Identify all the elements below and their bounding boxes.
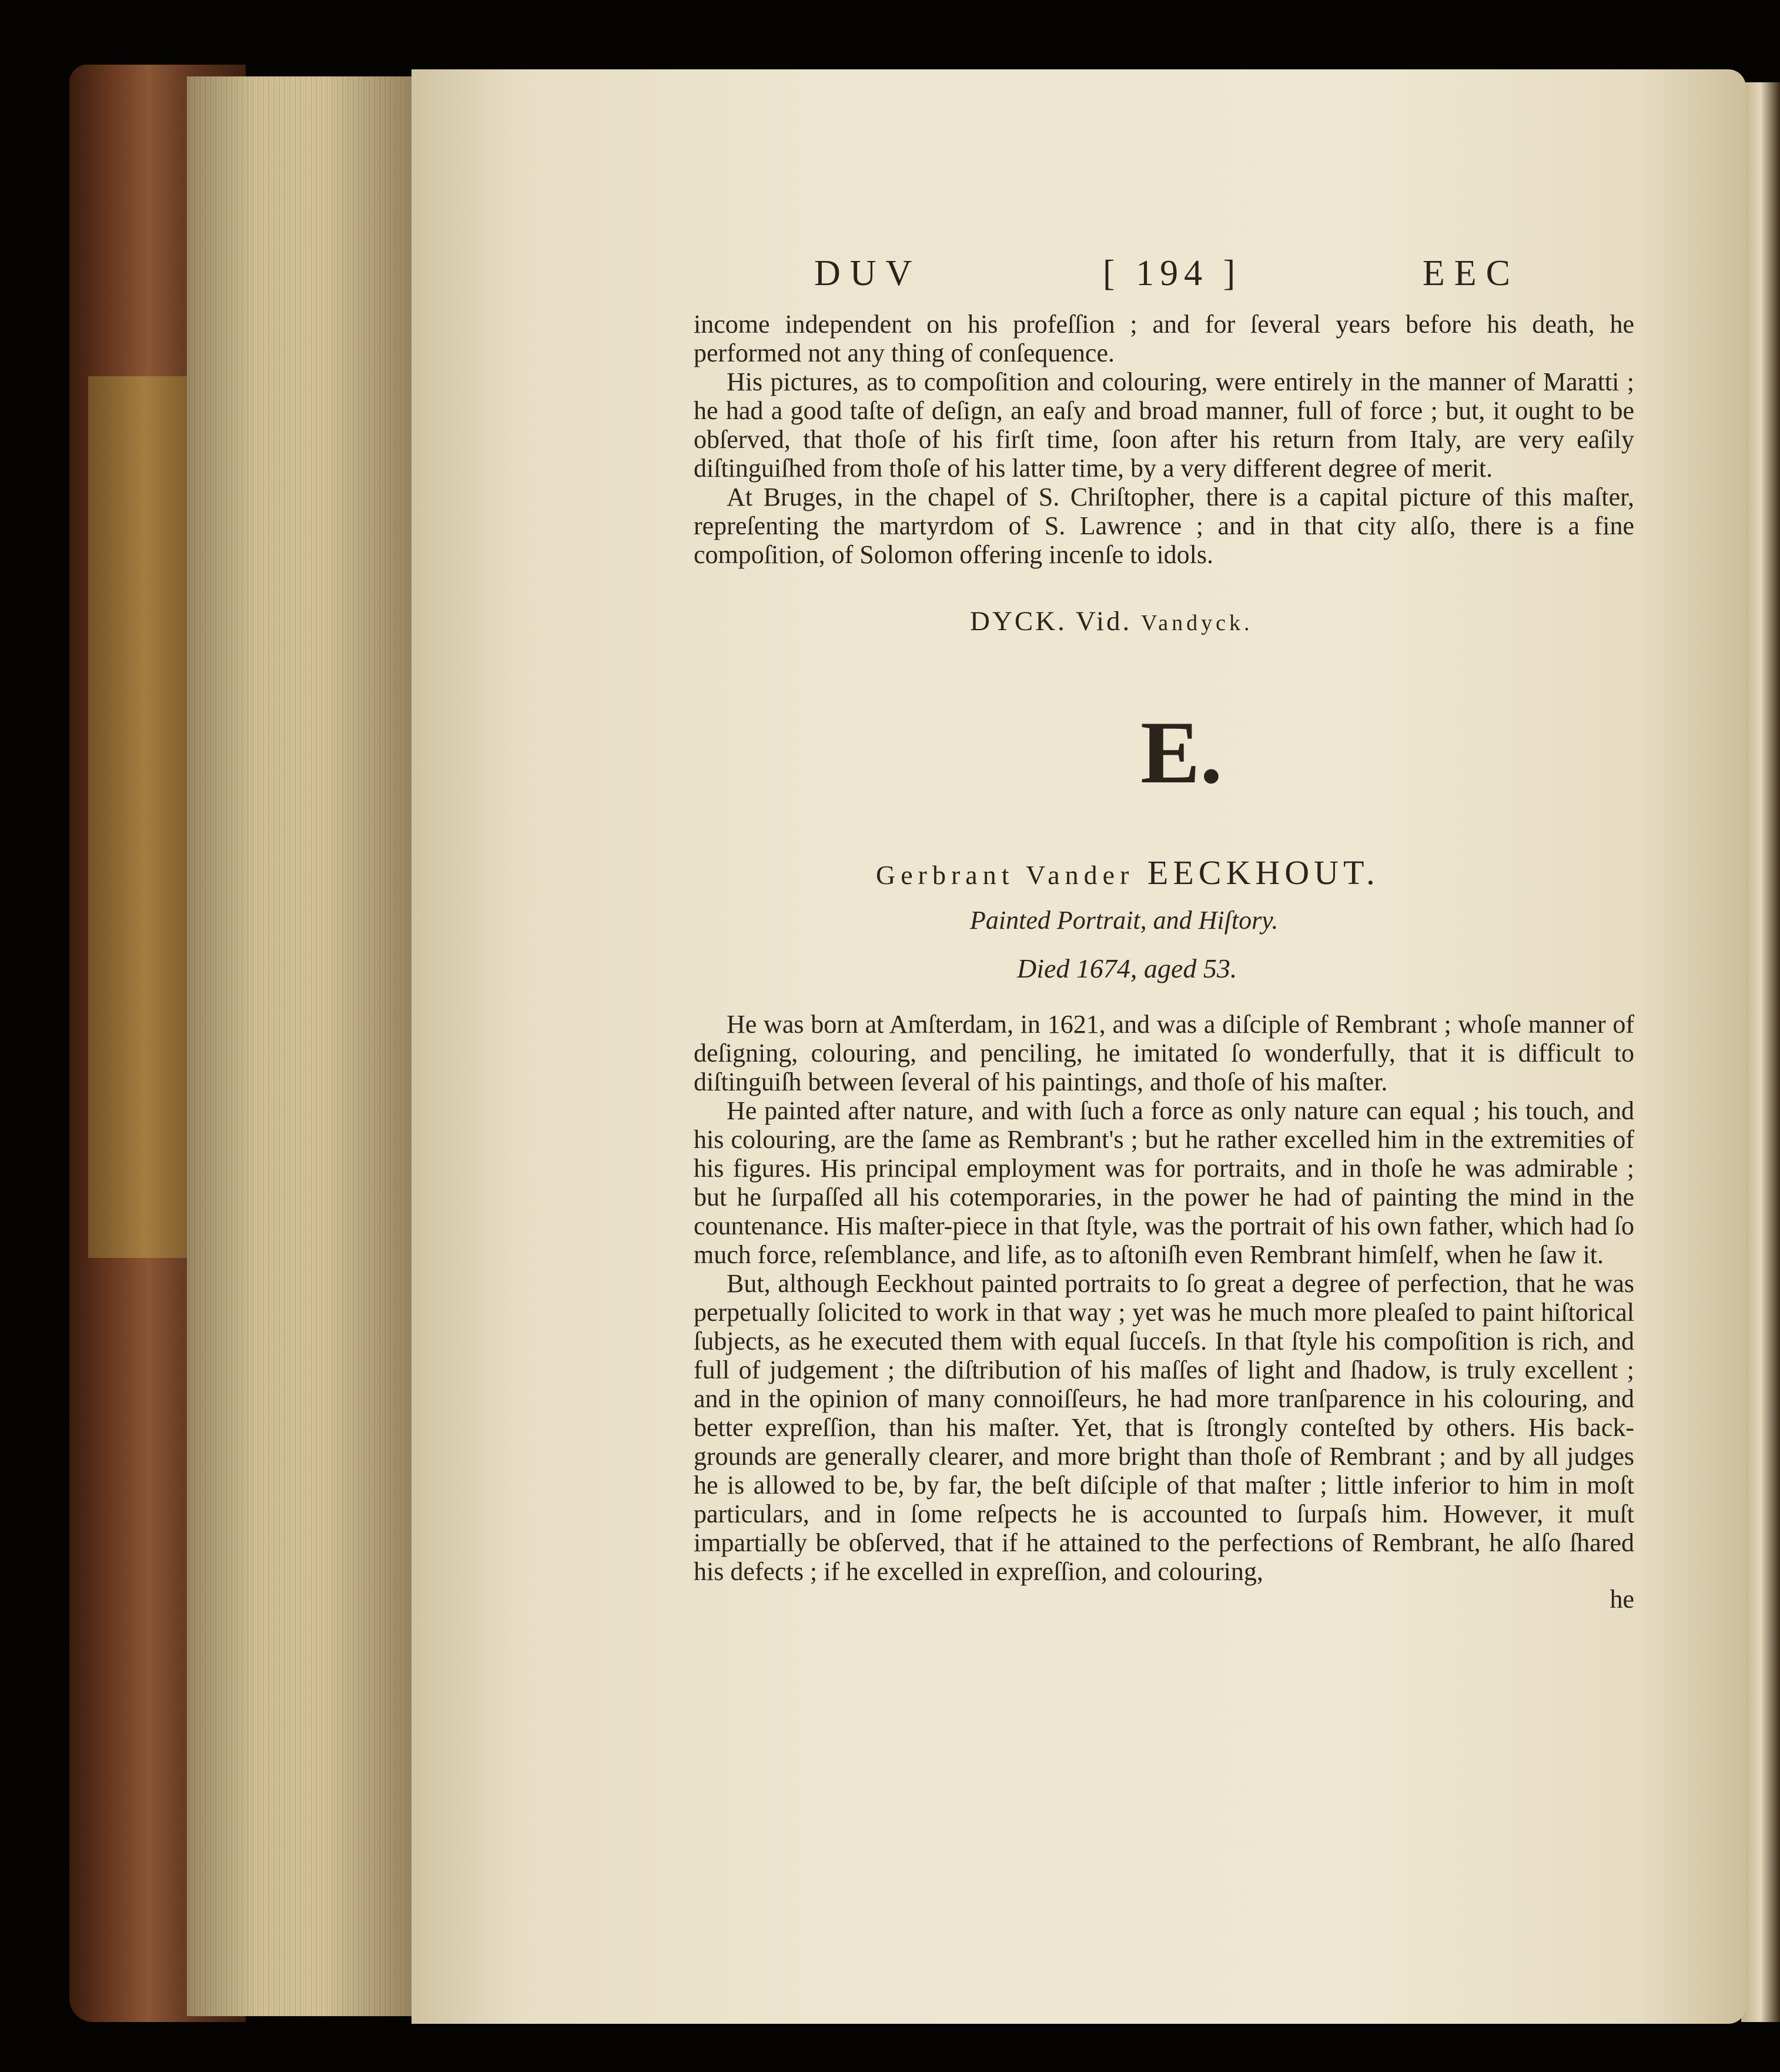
catchword: he <box>1610 1585 1634 1614</box>
page-text-block <box>694 253 1634 1613</box>
entry-paragraph: He painted after nature, and with ſuch a force as only nature can equal ; his touch, and his colouring, are the ſame as Rembrant's ; but he rather excelled him in the extremities of his figures. His principal employment was for portraits, and in thoſe he was admirable ; but he ſurpaſſed all his cotemporaries, in the power he had of painting the mind in the countenance. His maſter-piece in that ſtyle, was the portrait of his own father, which had ſo much force, reſemblance, and life, as to aſtoniſh even Rembrant himſelf, when he ſaw it. <box>694 1096 1634 1269</box>
running-head <box>814 253 1520 294</box>
xref-name: DYCK. <box>970 606 1067 637</box>
entry-title <box>876 853 1634 892</box>
entry-subtitle: Painted Portrait, and Hiſtory. <box>970 906 1279 935</box>
continuation-paragraph: At Bruges, in the chapel of S. Chriſtopher, there is a capital picture of this maſter, repreſenting the martyrdom of S. Lawrence ; and in that city alſo, there is a fine compoſition, of Solomon offering incenſe to idols. <box>694 483 1634 569</box>
continuation-paragraph: His pictures, as to compoſition and colouring, were entirely in the manner of Maratti ; he had a good taſte of deſign, an eaſy and broad manner, full of force ; but, it ought to be obſerved, that thoſe of his firſt time, ſoon after his return from Italy, are very eaſily diſtinguiſhed from thoſe of his latter time, by a very different degree of merit. <box>694 367 1634 483</box>
xref-vid: Vid. <box>1075 606 1132 637</box>
xref-target: Vandyck. <box>1141 611 1253 635</box>
running-head-left: DUV <box>814 253 922 293</box>
section-letter: E. <box>1140 703 1223 802</box>
running-head-right: EEC <box>1422 253 1520 293</box>
entry-title-surname: EECKHOUT. <box>1147 853 1380 892</box>
entry-paragraph: He was born at Amſterdam, in 1621, and was a diſciple of Rembrant ; whoſe manner of deſigning, colouring, and penciling, he imitated ſo wonderfully, that it is difficult to diſtinguiſh between ſeveral of his paintings, and thoſe of his maſter. <box>694 1010 1634 1096</box>
entry-died: Died 1674, aged 53. <box>1017 953 1237 983</box>
continuation-paragraph: income independent on his profeſſion ; and for ſeveral years before his death, he performed not any thing of conſequence. <box>694 310 1634 367</box>
cover-worn-patch <box>88 376 200 1258</box>
entry-title-first: Gerbrant Vander <box>876 860 1135 890</box>
page-edges-shading <box>187 76 416 2016</box>
page-number: [ 194 ] <box>1102 253 1242 293</box>
entry-paragraph: But, although Eeckhout painted portraits to ſo great a degree of perfection, that he was perpetually ſolicited to work in that way ; yet was he much more pleaſed to paint hiſtorical ſubjects, as he executed them with equal ſucceſs. In that ſtyle his compoſition is rich, and full of judgement ; the diſtribution of his maſſes of light and ſhadow, is truly excellent ; and in the opinion of many connoiſſeurs, he had more tranſparence in his colouring, and better expreſſion, than his maſter. Yet, that is ſtrongly conteſted by others. His back-grounds are generally clearer, and more bright than thoſe of Rembrant ; and by all judges he is allowed to be, by far, the beſt diſciple of that maſter ; little inferior to him in moſt particulars, and in ſome reſpects he is accounted to ſurpaſs him. However, it muſt impartially be obſerved, that if he attained to the perfections of Rembrant, he alſo ſhared his defects ; if he excelled in expreſſion, and colouring, <box>694 1269 1634 1586</box>
facing-page-edge <box>1741 82 1780 2022</box>
entry-body <box>694 1010 1634 1613</box>
cross-reference <box>970 605 1634 637</box>
